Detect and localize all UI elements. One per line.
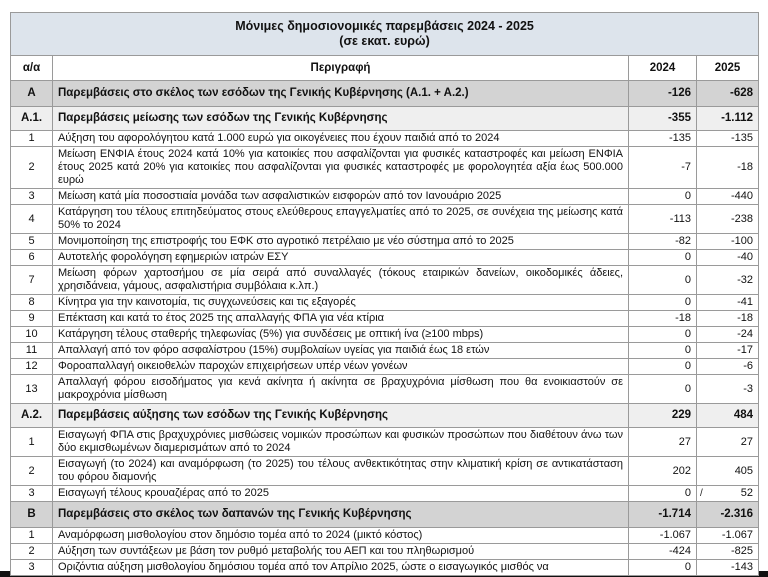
column-header-2025: 2025 [697, 56, 759, 81]
row-description: Οριζόντια αύξηση μισθολογίου δημόσιου τομέα από τον Απρίλιο 2025, ώστε ο εισαγωγικός μισθός να [53, 560, 629, 576]
table-row [11, 147, 759, 189]
row-number: 2 [11, 147, 53, 189]
value-2024: -135 [629, 131, 697, 147]
value-2025: -825 [697, 544, 759, 560]
row-description: Αναμόρφωση μισθολογίου στον δημόσιο τομέα από το 2024 (μικτό κόστος) [53, 528, 629, 544]
value-2025: 405 [697, 457, 759, 486]
table-row [11, 189, 759, 205]
value-2024: 202 [629, 457, 697, 486]
value-2025: 27 [697, 428, 759, 457]
row-number: 5 [11, 234, 53, 250]
row-number: Β [11, 502, 53, 528]
section-row [11, 107, 759, 131]
value-2025: -32 [697, 266, 759, 295]
value-2024: 0 [629, 343, 697, 359]
row-description: Μονιμοποίηση της επιστροφής του ΕΦΚ στο αγροτικό πετρέλαιο με νέο σύστημα από το 2025 [53, 234, 629, 250]
row-description: Απαλλαγή φόρου εισοδήματος για κενά ακίνητα ή ακίνητα σε βραχυχρόνια μίσθωση που θα ενοικιαστούν σε μακροχρόνια μίσθωση [53, 375, 629, 404]
value-2024: 0 [629, 250, 697, 266]
row-description: Εισαγωγή τέλους κρουαζιέρας από το 2025 [53, 486, 629, 502]
row-description: Παρεμβάσεις στο σκέλος των δαπανών της Γενικής Κυβέρνησης [53, 502, 629, 528]
row-number: 2 [11, 457, 53, 486]
row-number: 12 [11, 359, 53, 375]
row-description: Εισαγωγή ΦΠΑ στις βραχυχρόνιες μισθώσεις νομικών προσώπων και φυσικών προσώπων που διαθέτουν άνω των δύο εκμισθωμένων διαμερισμάτων από το 2024 [53, 428, 629, 457]
column-header-aa: α/α [11, 56, 53, 81]
row-number: 3 [11, 560, 53, 576]
table-row [11, 327, 759, 343]
section-row [11, 81, 759, 107]
value-2025: -135 [697, 131, 759, 147]
row-number: 13 [11, 375, 53, 404]
value-2025: -1.067 [697, 528, 759, 544]
row-description: Μείωση κατά μία ποσοστιαία μονάδα των ασφαλιστικών εισφορών από τον Ιανουάριο 2025 [53, 189, 629, 205]
value-2024: 229 [629, 404, 697, 428]
section-row [11, 502, 759, 528]
value-2024: 0 [629, 359, 697, 375]
column-header-row [11, 56, 759, 81]
row-number: 3 [11, 189, 53, 205]
row-number: 1 [11, 131, 53, 147]
row-description: Αύξηση των συντάξεων με βάση τον ρυθμό μεταβολής του ΑΕΠ και του πληθωρισμού [53, 544, 629, 560]
value-2025: -100 [697, 234, 759, 250]
value-2025: -1.112 [697, 107, 759, 131]
row-number: 8 [11, 295, 53, 311]
value-2024: 0 [629, 375, 697, 404]
value-2024: 0 [629, 327, 697, 343]
table-title [11, 13, 759, 56]
value-2025: -24 [697, 327, 759, 343]
value-2025: -2.316 [697, 502, 759, 528]
table-row [11, 131, 759, 147]
fiscal-interventions-table [10, 12, 759, 576]
row-number: 1 [11, 528, 53, 544]
table-title-unit: (σε εκατ. ευρώ) [339, 34, 430, 48]
row-number: 2 [11, 544, 53, 560]
table-row [11, 544, 759, 560]
value-2024: 0 [629, 295, 697, 311]
value-2024: -355 [629, 107, 697, 131]
table-row [11, 560, 759, 576]
section-row [11, 404, 759, 428]
value-2024: -18 [629, 311, 697, 327]
row-description: Κατάργηση του τέλους επιτηδεύματος στους ελεύθερους επαγγελματίες από το 2025, σε συνέχεια της μείωσης κατά 50% το 2024 [53, 205, 629, 234]
value-2024: 0 [629, 560, 697, 576]
row-number: 1 [11, 428, 53, 457]
row-description: Απαλλαγή από τον φόρο ασφαλίστρου (15%) συμβολαίων υγείας για παιδιά έως 18 ετών [53, 343, 629, 359]
row-description: Μείωση ΕΝΦΙΑ έτους 2024 κατά 10% για κατοικίες που ασφαλίζονται για φυσικές καταστροφές και μείωση ΕΝΦΙΑ έτους 2025 κατά 20% για κατοικίες που ασφαλίζονται για φυσικές καταστροφές με φορολογητέα αξία έως 500.000 ευρώ [53, 147, 629, 189]
row-description: Αύξηση του αφορολόγητου κατά 1.000 ευρώ για οικογένειες που έχουν παιδιά από το 2024 [53, 131, 629, 147]
table-row [11, 311, 759, 327]
row-description: Εισαγωγή (το 2024) και αναμόρφωση (το 2025) του τέλους ανθεκτικότητας στην κλιματική κρίση σε αντικατάσταση του φόρου διαμονής [53, 457, 629, 486]
table-row [11, 266, 759, 295]
value-2024: -1.714 [629, 502, 697, 528]
stray-mark: / [700, 488, 703, 499]
value-2024: -113 [629, 205, 697, 234]
value-2025: -41 [697, 295, 759, 311]
row-number: 7 [11, 266, 53, 295]
row-number: Α.2. [11, 404, 53, 428]
value-2024: 0 [629, 486, 697, 502]
table-row [11, 295, 759, 311]
row-description: Αυτοτελής φορολόγηση εφημεριών ιατρών ΕΣΥ [53, 250, 629, 266]
row-number: Α [11, 81, 53, 107]
table-row [11, 375, 759, 404]
row-number: 4 [11, 205, 53, 234]
value-2024: -7 [629, 147, 697, 189]
value-2024: -126 [629, 81, 697, 107]
value-2025: -143 [697, 560, 759, 576]
table-row [11, 359, 759, 375]
value-2024: 0 [629, 189, 697, 205]
row-description: Φοροαπαλλαγή οικειοθελών παροχών επιχειρήσεων υπέρ νέων γονέων [53, 359, 629, 375]
value-2025: 484 [697, 404, 759, 428]
table-title-main: Μόνιμες δημοσιονομικές παρεμβάσεις 2024 - 2025 [235, 19, 534, 33]
row-description: Παρεμβάσεις μείωσης των εσόδων της Γενικής Κυβέρνησης [53, 107, 629, 131]
row-number: 6 [11, 250, 53, 266]
row-number: Α.1. [11, 107, 53, 131]
value-2025: -6 [697, 359, 759, 375]
row-description: Κατάργηση τέλους σταθερής τηλεφωνίας (5%) για συνδέσεις με οπτική ίνα (≥100 mbps) [53, 327, 629, 343]
row-number: 11 [11, 343, 53, 359]
value-2025: -238 [697, 205, 759, 234]
row-description: Επέκταση και κατά το έτος 2025 της απαλλαγής ΦΠΑ για νέα κτίρια [53, 311, 629, 327]
value-2025: -40 [697, 250, 759, 266]
table-row [11, 343, 759, 359]
table-row [11, 205, 759, 234]
value-2025: -18 [697, 311, 759, 327]
value-2025: -440 [697, 189, 759, 205]
column-header-description: Περιγραφή [53, 56, 629, 81]
row-description: Μείωση φόρων χαρτοσήμου σε μία σειρά από συναλλαγές (τόκους εταιρικών δανείων, οικοδομικές άδειες, χρησιδάνεια, γάμους, ασφαλιστήρια συμβόλαια κ.λπ.) [53, 266, 629, 295]
table-row [11, 457, 759, 486]
value-2025: -628 [697, 81, 759, 107]
value-2024: -82 [629, 234, 697, 250]
table-row [11, 486, 759, 502]
row-number: 10 [11, 327, 53, 343]
value-2025: 52 / [697, 486, 759, 502]
table-row [11, 234, 759, 250]
row-description: Παρεμβάσεις αύξησης των εσόδων της Γενικής Κυβέρνησης [53, 404, 629, 428]
value-2024: -424 [629, 544, 697, 560]
table-row [11, 528, 759, 544]
value-2024: 0 [629, 266, 697, 295]
row-number: 9 [11, 311, 53, 327]
row-number: 3 [11, 486, 53, 502]
table-row [11, 250, 759, 266]
row-description: Παρεμβάσεις στο σκέλος των εσόδων της Γενικής Κυβέρνησης (Α.1. + Α.2.) [53, 81, 629, 107]
row-description: Κίνητρα για την καινοτομία, τις συγχωνεύσεις και τις εξαγορές [53, 295, 629, 311]
value-2024: -1.067 [629, 528, 697, 544]
value-2025: -17 [697, 343, 759, 359]
column-header-2024: 2024 [629, 56, 697, 81]
table-row [11, 428, 759, 457]
value-2025: -3 [697, 375, 759, 404]
value-2024: 27 [629, 428, 697, 457]
value-2025: -18 [697, 147, 759, 189]
table-title-row [11, 13, 759, 56]
